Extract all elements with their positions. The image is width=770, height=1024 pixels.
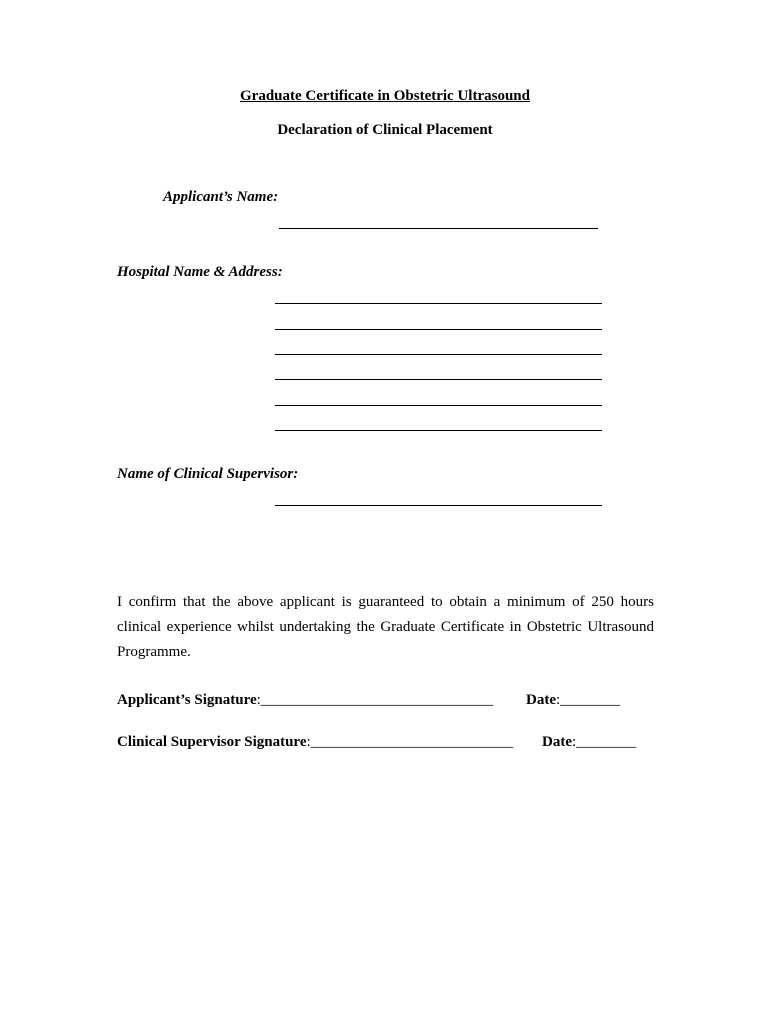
hospital-line-6[interactable] — [275, 430, 602, 431]
applicant-name-line[interactable] — [279, 228, 598, 229]
applicant-signature-blank[interactable]: :_______________________________ — [256, 692, 494, 708]
supervisor-label: Name of Clinical Supervisor: — [117, 466, 299, 482]
document-title: Graduate Certificate in Obstetric Ultrasound — [240, 88, 530, 104]
hospital-line-4[interactable] — [275, 379, 602, 380]
applicant-signature-row — [117, 692, 493, 709]
confirmation-text: I confirm that the above applicant is guaranteed to obtain a minimum of 250 hours clinical experience whilst undertaking the Graduate Certificate in Obstetric Ultrasound Programme. — [117, 594, 654, 660]
supervisor-signature-row — [117, 734, 513, 751]
hospital-line-1[interactable] — [275, 303, 602, 304]
applicant-name-label: Applicant’s Name: — [163, 189, 279, 205]
applicant-date-label: Date — [526, 692, 556, 708]
document-subtitle: Declaration of Clinical Placement — [277, 122, 493, 138]
supervisor-signature-blank[interactable]: :___________________________ — [306, 734, 514, 750]
supervisor-signature-label: Clinical Supervisor Signature — [117, 734, 307, 750]
supervisor-line[interactable] — [275, 505, 602, 506]
applicant-signature-label: Applicant’s Signature — [117, 692, 257, 708]
supervisor-date-blank[interactable]: :________ — [572, 734, 637, 750]
hospital-label: Hospital Name & Address: — [117, 264, 283, 280]
supervisor-date-row — [542, 734, 636, 751]
hospital-line-5[interactable] — [275, 405, 602, 406]
hospital-line-2[interactable] — [275, 329, 602, 330]
applicant-date-row — [526, 692, 620, 709]
hospital-line-3[interactable] — [275, 354, 602, 355]
supervisor-date-label: Date — [542, 734, 572, 750]
applicant-date-blank[interactable]: :________ — [556, 692, 621, 708]
